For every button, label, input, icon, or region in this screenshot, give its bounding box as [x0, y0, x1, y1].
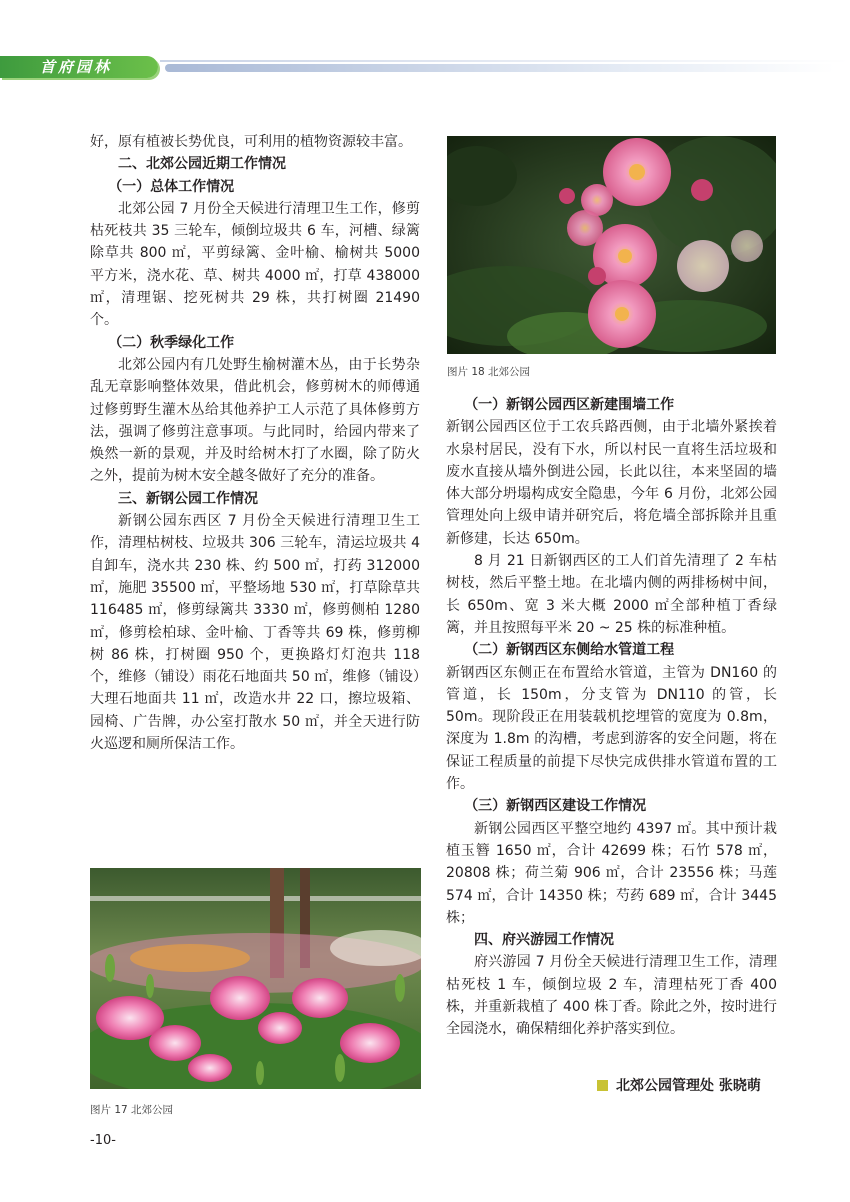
right-column [446, 394, 777, 1041]
page-header [0, 52, 850, 82]
subsection-heading: （二）新钢西区东侧给水管道工程 [464, 642, 675, 659]
body-paragraph: 好，原有植被长势优良，可利用的植物资源较丰富。 [90, 134, 412, 150]
header-rule-thin [160, 60, 850, 62]
photo-chrysanthemum [447, 136, 776, 354]
signature-marker [597, 1080, 608, 1091]
body-paragraph: 北郊公园内有几处野生榆树灌木丛，由于长势杂乱无章影响整体效果，借此机会，修剪树木的师傅通过修剪野生灌木丛给其他养护工人示范了具体修剪方法，强调了修剪注意事项。与此同时，给园内带来了焕然一新的景观，并及时给树木打了水圈，除了防火之外，提前为树木安全越冬做好了充分的准备。 [90, 356, 420, 485]
photo17-caption: 图片 17 北郊公园 [90, 1104, 174, 1116]
body-paragraph: 新钢西区东侧正在布置给水管道，主管为 DN160 的管道，长 150m，分支管为 DN110 的管，长 50m。现阶段正在用装载机挖埋管的宽度为 0.8m，深度为 1.8m 的沟槽，考虑到游客的安全问题，将在保证工程质量的前提下尽快完成供排水管道布置的工作。 [446, 664, 777, 793]
subsection-heading: （二）秋季绿化工作 [108, 334, 235, 351]
body-paragraph: 新钢公园东西区 7 月份全天候进行清理卫生工作，清理枯树枝、垃圾共 306 三轮车，清运垃圾共 4 自卸车，浇水共 230 株、约 500 ㎡，打药 312000 ㎡，施肥 35500 ㎡，平整场地 530 ㎡，打草除草共 116485 ㎡，修剪绿篱共 3330 ㎡，修剪侧柏 1280 ㎡，修剪桧柏球、金叶榆、丁香等共 69 株，修剪柳树 86 株，打树圈 950 个，更换路灯灯泡共 118 个，维修（铺设）雨花石地面共 50 ㎡，维修（铺设）大理石地面共 11 ㎡，改造水井 22 口，擦垃圾箱、园椅、广告牌，办公室打散水 50 ㎡，并全天进行防火巡逻和厕所保洁工作。 [90, 513, 420, 753]
section-heading: 四、府兴游园工作情况 [474, 932, 614, 949]
header-title: 首府园林 [40, 58, 113, 76]
body-paragraph: 府兴游园 7 月份全天候进行清理卫生工作，清理枯死枝 1 车，倾倒垃圾 2 车，清理枯死丁香 400 株，并重新栽植了 400 株丁香。除此之外，按时进行全园浇水，确保精细化养护落实到位。 [446, 954, 777, 1038]
body-paragraph: 新钢公园西区位于工农兵路西侧，由于北墙外紧挨着水泉村居民，没有下水，所以村民一直将生活垃圾和废水直接从墙外倒进公园，长此以往，本来坚固的墙体大部分坍塌构成安全隐患，今年 6 月份，北郊公园管理处向上级申请并研究后，将危墙全部拆除并且重新修建，长达 650m。 [446, 419, 777, 547]
header-rule [165, 64, 835, 72]
signature-text: 北郊公园管理处 张晓萌 [616, 1078, 761, 1094]
body-paragraph: 新钢公园西区平整空地约 4397 ㎡。其中预计栽植玉簪 1650 ㎡，合计 42699 株；石竹 578 ㎡，20808 株；荷兰菊 906 ㎡，合计 23556 株；马莲 574 ㎡，合计 14350 株；芍药 689 ㎡，合计 3445 株； [446, 820, 777, 926]
photo-lilies [90, 868, 421, 1089]
section-heading: 二、北郊公园近期工作情况 [118, 156, 286, 173]
body-paragraph: 8 月 21 日新钢西区的工人们首先清理了 2 车枯树枝，然后平整土地。在北墙内侧的两排杨树中间，长 650m、宽 3 米大概 2000 ㎡全部种植丁香绿篱，并且按照每平米 20 ~ 25 株的标准种植。 [446, 553, 777, 636]
photo18-caption: 图片 18 北郊公园 [447, 366, 531, 378]
subsection-heading: （三）新钢西区建设工作情况 [464, 798, 647, 815]
subsection-heading: （一）新钢公园西区新建围墙工作 [464, 397, 675, 413]
author-signature [597, 1075, 761, 1095]
section-heading: 三、新钢公园工作情况 [118, 490, 258, 507]
body-paragraph: 北郊公园 7 月份全天候进行清理卫生工作，修剪枯死枝共 35 三轮车，倾倒垃圾共 6 车，河槽、绿篱除草共 800 ㎡，平剪绿篱、金叶榆、榆树共 5000 平方米，浇水花、草、树共 4000 ㎡，打草 438000 ㎡，清理锯、挖死树共 29 株，共打树圈 21490 个。 [90, 200, 420, 329]
page-number: -10- [90, 1133, 116, 1148]
subsection-heading: （一）总体工作情况 [108, 178, 235, 195]
left-column [90, 131, 420, 755]
